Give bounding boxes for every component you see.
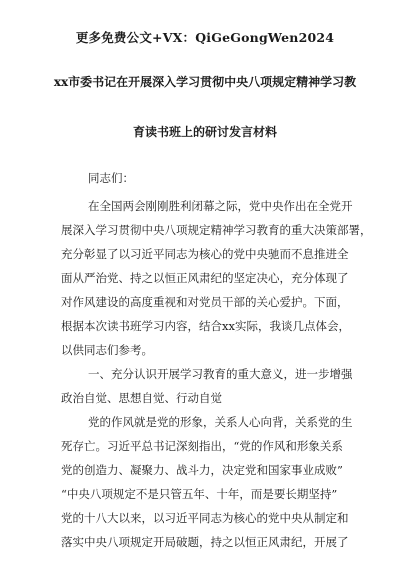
paragraph-line: 对作风建设的高度重视和对党员干部的关心爱护。下面， [61, 295, 349, 309]
paragraph-line: 落实中央八项规定开局破题，持之以恒正风肃纪，开展了 [61, 535, 349, 549]
paragraph-line: “中央八项规定不是只管五年、十年，而是要长期坚持” [61, 487, 338, 501]
paragraph-line: 充分彰显了以习近平同志为核心的党中央驰而不息推进全 [61, 247, 349, 261]
section-heading-line: 政治自觉、思想自觉、行动自觉 [61, 391, 222, 405]
header-watermark-text: 更多免费公文+VX：QiGeGongWen2024 [75, 30, 335, 45]
paragraph-line: 以供同志们参考。 [61, 343, 153, 357]
paragraph-line: 党的创造力、凝聚力、战斗力，决定党和国家事业成败” [61, 463, 343, 477]
document-title-line-1: xx市委书记在开展深入学习贯彻中央八项规定精神学习教 [53, 75, 357, 89]
paragraph-line: 根据本次读书班学习内容，结合xx实际，我谈几点体会， [61, 319, 350, 333]
paragraph-line: 面从严治党、持之以恒正风肃纪的坚定决心，充分体现了 [61, 271, 349, 285]
paragraph-line: 展深入学习贯彻中央八项规定精神学习教育的重大决策部署， [61, 223, 372, 237]
paragraph-line: 在全国两会刚刚胜利闭幕之际，党中央作出在全党开 [88, 199, 353, 213]
salutation: 同志们： [88, 171, 134, 185]
paragraph-line: 党的十八大以来，以习近平同志为核心的党中央从制定和 [61, 511, 349, 525]
paragraph-line: 死存亡。习近平总书记深刻指出，“党的作风和形象关系 [61, 439, 343, 453]
document-title-line-2: 育读书班上的研讨发言材料 [132, 125, 277, 139]
paragraph-line: 党的作风就是党的形象，关系人心向背，关系党的生 [88, 415, 353, 429]
section-heading-line: 一、充分认识开展学习教育的重大意义，进一步增强 [88, 367, 353, 381]
